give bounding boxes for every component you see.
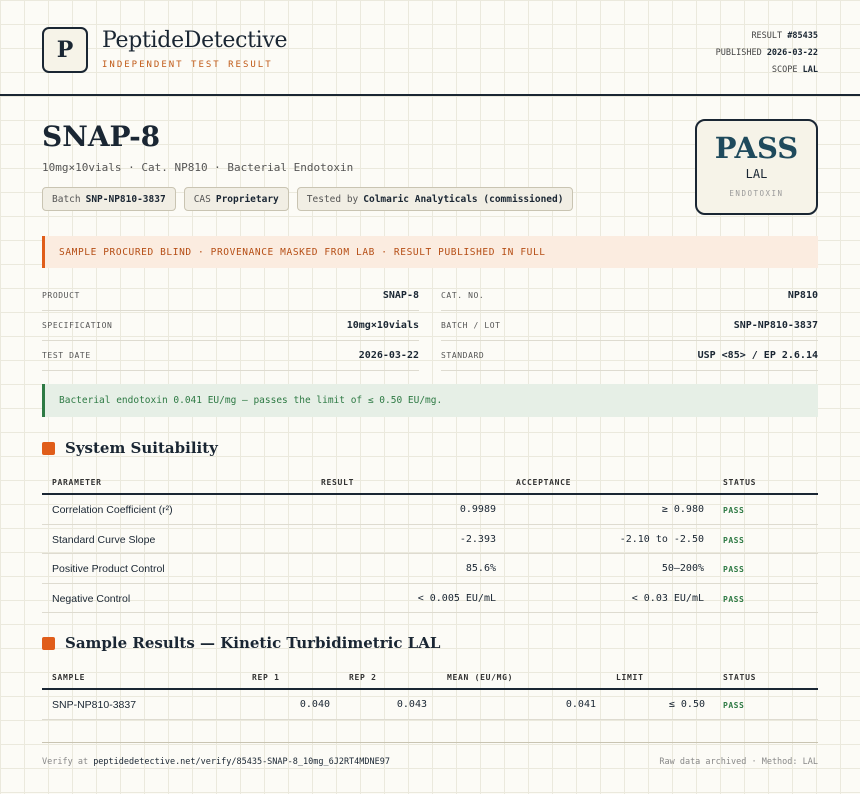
logo: P	[42, 27, 88, 73]
pass-stamp	[695, 119, 818, 215]
rep2-cell: 0.043	[396, 699, 427, 710]
parameter-cell: Standard Curve Slope	[52, 533, 156, 546]
table-row	[42, 554, 818, 584]
chip-value: SNP-NP810-3837	[85, 193, 166, 205]
col-rep1: REP 1	[252, 673, 280, 682]
parameter-cell: Positive Product Control	[52, 563, 165, 575]
brand-tagline: INDEPENDENT TEST RESULT	[102, 60, 273, 70]
suitability-heading	[42, 439, 218, 457]
chip-label: Tested by	[306, 193, 359, 205]
table-row	[42, 690, 818, 720]
chip-value: Colmaric Analyticals (commissioned)	[363, 193, 564, 205]
acceptance-cell: ≥ 0.980	[661, 504, 704, 515]
parameter-cell: Negative Control	[52, 592, 131, 605]
section-title: Sample Results — Kinetic Turbidimetric LAL	[65, 634, 441, 652]
info-value: NP810	[787, 290, 818, 301]
stamp-verdict: PASS	[714, 131, 799, 165]
product-subtitle: 10mg×10vials · Cat. NP810 · Bacterial Endotoxin	[42, 161, 354, 174]
status-badge: PASS	[723, 565, 745, 574]
stamp-scope: LAL	[745, 167, 768, 181]
section-marker-icon	[42, 442, 55, 455]
col-mean: MEAN (EU/MG)	[447, 673, 514, 682]
col-parameter: PARAMETER	[52, 478, 102, 487]
sample-cell: SNP-NP810-3837	[52, 699, 137, 711]
info-value: SNAP-8	[382, 290, 419, 301]
blind-procurement-notice: SAMPLE PROCURED BLIND · PROVENANCE MASKED FROM LAB · RESULT PUBLISHED IN FULL	[42, 236, 818, 268]
verify-link[interactable]: peptidedetective.net/verify/85435-SNAP-8_10mg_6J2RT4MDNE97	[93, 757, 390, 767]
result-cell: -2.393	[459, 533, 496, 545]
info-label: TEST DATE	[42, 351, 91, 360]
page-title: SNAP-8	[42, 120, 161, 153]
info-label: BATCH / LOT	[441, 321, 501, 330]
col-acceptance: ACCEPTANCE	[516, 478, 572, 487]
info-value: 10mg×10vials	[346, 320, 419, 331]
suitability-table	[42, 469, 818, 613]
tested-by-chip	[297, 187, 574, 211]
info-label: STANDARD	[441, 351, 485, 360]
info-value: 2026-03-22	[358, 350, 419, 361]
batch-chip	[42, 187, 176, 211]
chip-label: CAS	[193, 193, 211, 205]
result-meta	[716, 28, 818, 79]
info-specification	[42, 311, 419, 341]
published-date: 2026-03-22	[766, 48, 818, 58]
status-badge: PASS	[723, 594, 745, 604]
result-cell: < 0.005 EU/mL	[417, 592, 496, 604]
limit-cell: ≤ 0.50	[668, 699, 705, 710]
info-value: USP <85> / EP 2.6.14	[697, 350, 818, 361]
table-header	[42, 469, 818, 495]
product-chips	[42, 187, 573, 211]
status-badge: PASS	[723, 701, 745, 710]
verify-text	[42, 757, 390, 767]
brand-name: PeptideDetective	[102, 28, 288, 53]
status-badge: PASS	[723, 506, 745, 515]
table-row	[42, 495, 818, 525]
section-title: System Suitability	[65, 439, 218, 457]
col-status: STATUS	[723, 673, 757, 682]
section-marker-icon	[42, 637, 55, 650]
chip-label: Batch	[52, 193, 81, 205]
table-row	[42, 584, 818, 614]
result-cell: 0.9989	[459, 504, 496, 515]
mean-cell: 0.041	[565, 699, 596, 710]
acceptance-cell: 50–200%	[661, 563, 704, 574]
result-number: #85435	[787, 31, 818, 41]
info-product	[42, 281, 419, 311]
page-header	[0, 0, 860, 96]
acceptance-cell: < 0.03 EU/mL	[631, 592, 704, 604]
info-label: SPECIFICATION	[42, 321, 113, 330]
sample-results-heading	[42, 634, 440, 652]
info-cat-no	[441, 281, 818, 311]
info-standard	[441, 341, 818, 371]
parameter-cell: Correlation Coefficient (r²)	[52, 504, 173, 516]
verify-prefix: Verify at	[42, 757, 89, 767]
info-value: SNP-NP810-3837	[733, 320, 818, 331]
page-footer	[42, 742, 818, 767]
scope-value: LAL	[802, 65, 818, 75]
result-summary: Bacterial endotoxin 0.041 EU/mg — passes the limit of ≤ 0.50 EU/mg.	[42, 384, 818, 417]
chip-value: Proprietary	[215, 193, 279, 205]
result-label: RESULT	[751, 31, 783, 41]
rep1-cell: 0.040	[299, 699, 330, 710]
scope-label: SCOPE	[771, 65, 798, 75]
info-test-date	[42, 341, 419, 371]
archive-note: Raw data archived · Method: LAL	[659, 757, 818, 767]
table-row	[42, 525, 818, 555]
table-header	[42, 664, 818, 690]
cas-chip	[184, 187, 289, 211]
published-label: PUBLISHED	[715, 48, 762, 58]
col-sample: SAMPLE	[52, 673, 86, 682]
col-rep2: REP 2	[349, 673, 377, 682]
info-label: PRODUCT	[42, 291, 80, 300]
info-batch-lot	[441, 311, 818, 341]
result-cell: 85.6%	[465, 563, 496, 574]
status-badge: PASS	[723, 535, 745, 545]
info-label: CAT. NO.	[441, 291, 485, 300]
acceptance-cell: -2.10 to -2.50	[619, 533, 704, 545]
col-limit: LIMIT	[616, 673, 644, 682]
col-status: STATUS	[723, 478, 757, 487]
col-result: RESULT	[321, 478, 355, 487]
sample-results-table	[42, 664, 818, 720]
stamp-type: ENDOTOXIN	[729, 189, 784, 198]
